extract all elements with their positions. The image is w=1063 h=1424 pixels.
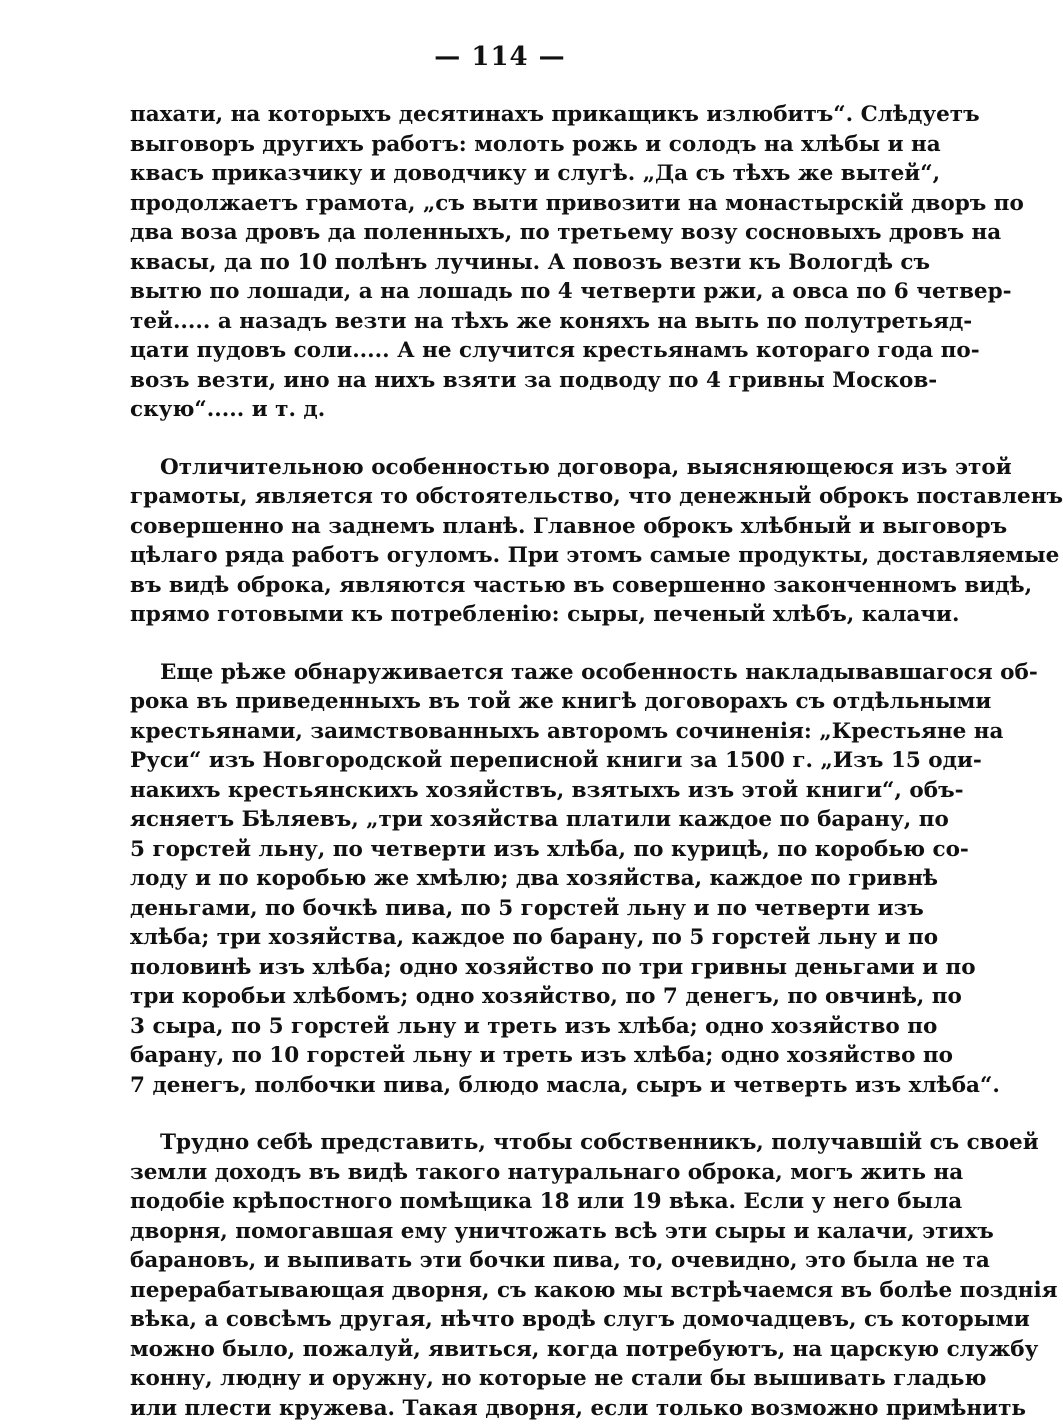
paragraph-1 [130, 100, 1024, 425]
text-line: конну, людну и оружну, но которые не стали бы вышивать гладью [130, 1366, 987, 1391]
text-line: барановъ, и выпивать эти бочки пива, то, очевидно, это была не та [130, 1248, 990, 1273]
text-line: вытю по лошади, а на лошадь по 4 четверти ржи, а овса по 6 четвер- [130, 279, 1012, 304]
text-line: земли доходъ въ видѣ такого натуральнаго оброка, могъ жить на [130, 1159, 964, 1185]
text-line: деньгами, по бочкѣ пива, по 5 горстей льну и по четверти изъ [130, 895, 924, 921]
text-line: прямо готовыми къ потребленію: сыры, печеный хлѣбъ, калачи. [130, 602, 960, 627]
text-line: барану, по 10 горстей льну и треть изъ хлѣба; одно хозяйство по [130, 1043, 953, 1068]
body-text [130, 100, 1063, 1423]
text-line: продолжаетъ грамота, „съ выти привозити на монастырскій дворъ по [130, 190, 1024, 216]
text-line: 3 сыра, по 5 горстей льну и треть изъ хлѣба; одно хозяйство по [130, 1013, 938, 1039]
text-line: два воза дровъ да поленныхъ, по третьему возу сосновыхъ дровъ на [130, 220, 1002, 245]
text-line: Руси“ изъ Новгородской переписной книги за 1500 г. „Изъ 15 оди- [130, 748, 982, 773]
text-line: рока въ приведенныхъ въ той же книгѣ договорахъ съ отдѣльными [130, 689, 992, 714]
text-line: вѣка, а совсѣмъ другая, нѣчто вродѣ слугъ домочадцевъ, съ которыми [130, 1307, 1030, 1332]
text-line: перерабатывающая дворня, съ какою мы встрѣчаемся въ болѣе позднія [130, 1277, 1058, 1303]
text-line: дворня, помогавшая ему уничтожать всѣ эти сыры и калачи, этихъ [130, 1218, 994, 1244]
text-line: цѣлаго ряда работъ огуломъ. При этомъ самые продукты, доставляемые [130, 543, 1060, 568]
text-line: хлѣба; три хозяйства, каждое по барану, по 5 горстей льну и по [130, 925, 939, 950]
text-line: совершенно на заднемъ планѣ. Главное оброкъ хлѣбный и выговоръ [130, 513, 1008, 539]
text-line: возъ везти, ино на нихъ взяти за подводу по 4 гривны Москов- [130, 367, 938, 393]
text-line: можно было, пожалуй, явиться, когда потребуютъ, на царскую службу [130, 1336, 1039, 1362]
paragraph-2 [130, 453, 1063, 630]
text-line: 7 денегъ, полбочки пива, блюдо масла, сыръ и четверть изъ хлѣба“. [130, 1072, 1000, 1098]
text-line: Отличительною особенностью договора, выясняющеюся изъ этой [160, 454, 1012, 480]
text-line: половинѣ изъ хлѣба; одно хозяйство по три гривны деньгами и по [130, 954, 976, 980]
text-line: накихъ крестьянскихъ хозяйствъ, взятыхъ изъ этой книги“, объ- [130, 777, 964, 803]
text-line: три коробьи хлѣбомъ; одно хозяйство, по 7 денегъ, по овчинѣ, по [130, 984, 962, 1009]
text-line: выговоръ другихъ работъ: молоть рожь и солодъ на хлѣбы и на [130, 131, 941, 157]
text-line: Еще рѣже обнаруживается таже особенность накладывавшагося об- [160, 659, 1038, 685]
text-line: тей..... а назадъ везти на тѣхъ же коняхъ на выть по полутретьяд- [130, 308, 973, 334]
text-line: грамоты, является то обстоятельство, что денежный оброкъ поставленъ [130, 484, 1063, 509]
text-line: крестьянами, заимствованныхъ авторомъ сочиненія: „Крестьяне на [130, 718, 1004, 744]
text-line: ясняетъ Бѣляевъ, „три хозяйства платили каждое по барану, по [130, 807, 949, 832]
text-line: или плести кружева. Такая дворня, если только возможно примѣнить [130, 1395, 1027, 1421]
text-line: пахати, на которыхъ десятинахъ прикащикъ излюбитъ“. Слѣдуетъ [130, 102, 980, 127]
text-line: 5 горстей льну, по четверти изъ хлѣба, по курицѣ, по коробью со- [130, 836, 969, 862]
text-line: лоду и по коробью же хмѣлю; два хозяйства, каждое по гривнѣ [130, 866, 939, 891]
text-line: Трудно себѣ представить, чтобы собственникъ, получавшій съ своей [160, 1130, 1039, 1155]
text-line: цати пудовъ соли..... А не случится крестьянамъ котораго года по- [130, 338, 980, 363]
paragraph-4 [130, 1128, 1058, 1423]
page-number: — 114 — [434, 42, 566, 72]
text-line: въ видѣ оброка, являются частью въ совершенно законченномъ видѣ, [130, 572, 1033, 598]
text-line: подобіе крѣпостного помѣщика 18 или 19 вѣка. Если у него была [130, 1189, 963, 1214]
text-line: квасъ приказчику и доводчику и слугѣ. „Да съ тѣхъ же вытей“, [130, 161, 941, 186]
text-line: скую“..... и т. д. [130, 397, 326, 422]
text-line: квасы, да по 10 полѣнъ лучины. А повозъ везти къ Вологдѣ съ [130, 249, 931, 275]
paragraph-3 [130, 658, 1038, 1101]
